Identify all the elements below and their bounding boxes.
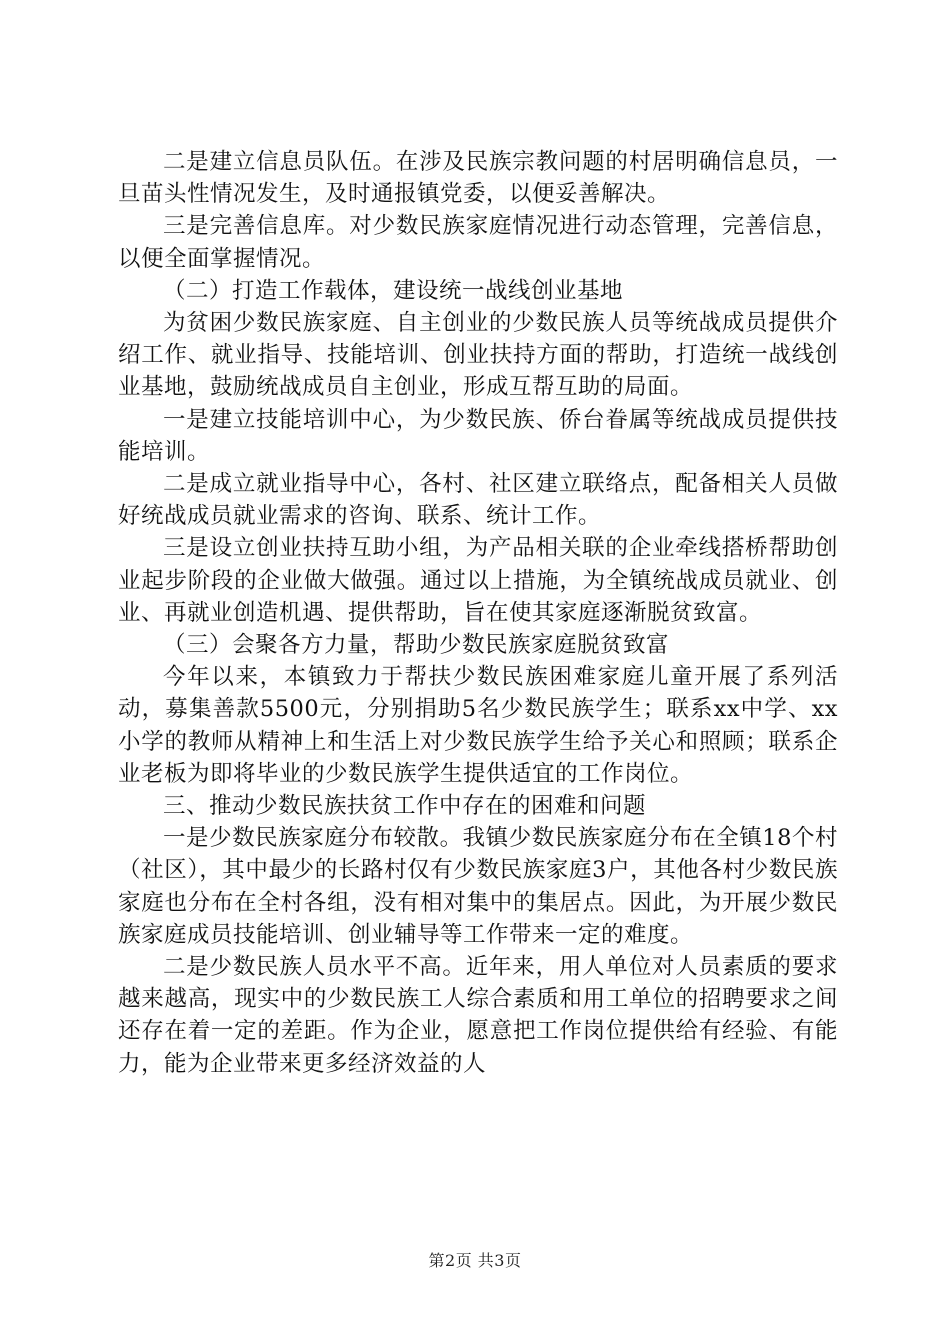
section-heading-3: （三）会聚各方力量，帮助少数民族家庭脱贫致富 bbox=[163, 632, 670, 659]
chapter-heading-3: 三、推动少数民族扶贫工作中存在的困难和问题 bbox=[163, 793, 647, 820]
paragraph-6: 三是设立创业扶持互助小组，为产品相关联的企业牵线搭桥帮助创业起步阶段的企业做大做强。通过以上措施，为全镇统战成员就业、创业、再就业创造机遇、提供帮助，旨在使其家庭逐渐脱贫致富。 bbox=[118, 535, 838, 626]
section-heading-2: （二）打造工作载体，建设统一战线创业基地 bbox=[163, 277, 624, 304]
paragraph-8: 一是少数民族家庭分布较散。我镇少数民族家庭分布在全镇18个村（社区），其中最少的长路村仅有少数民族家庭3户，其他各村少数民族家庭也分布在全村各组，没有相对集中的集居点。因此，为开展少数民族家庭成员技能培训、创业辅导等工作带来一定的难度。 bbox=[118, 825, 838, 948]
document-body bbox=[118, 146, 838, 1080]
page-number-footer: 第2页 共3页 bbox=[428, 1251, 522, 1270]
paragraph-3: 为贫困少数民族家庭、自主创业的少数民族人员等统战成员提供介绍工作、就业指导、技能培训、创业扶持方面的帮助，打造统一战线创业基地，鼓励统战成员自主创业，形成互帮互助的局面。 bbox=[118, 310, 838, 401]
paragraph-1: 二是建立信息员队伍。在涉及民族宗教问题的村居明确信息员，一旦苗头性情况发生，及时通报镇党委，以便妥善解决。 bbox=[118, 149, 838, 208]
paragraph-2: 三是完善信息库。对少数民族家庭情况进行动态管理，完善信息，以便全面掌握情况。 bbox=[118, 213, 838, 272]
paragraph-4: 一是建立技能培训中心，为少数民族、侨台眷属等统战成员提供技能培训。 bbox=[118, 406, 838, 465]
paragraph-7: 今年以来，本镇致力于帮扶少数民族困难家庭儿童开展了系列活动，募集善款5500元，分别捐助5名少数民族学生；联系xx中学、xx小学的教师从精神上和生活上对少数民族学生给予关心和照顾；联系企业老板为即将毕业的少数民族学生提供适宜的工作岗位。 bbox=[118, 664, 838, 787]
paragraph-5: 二是成立就业指导中心，各村、社区建立联络点，配备相关人员做好统战成员就业需求的咨询、联系、统计工作。 bbox=[118, 471, 838, 530]
paragraph-9: 二是少数民族人员水平不高。近年来，用人单位对人员素质的要求越来越高，现实中的少数民族工人综合素质和用工单位的招聘要求之间还存在着一定的差距。作为企业，愿意把工作岗位提供给有经验、有能力，能为企业带来更多经济效益的人 bbox=[118, 954, 838, 1077]
